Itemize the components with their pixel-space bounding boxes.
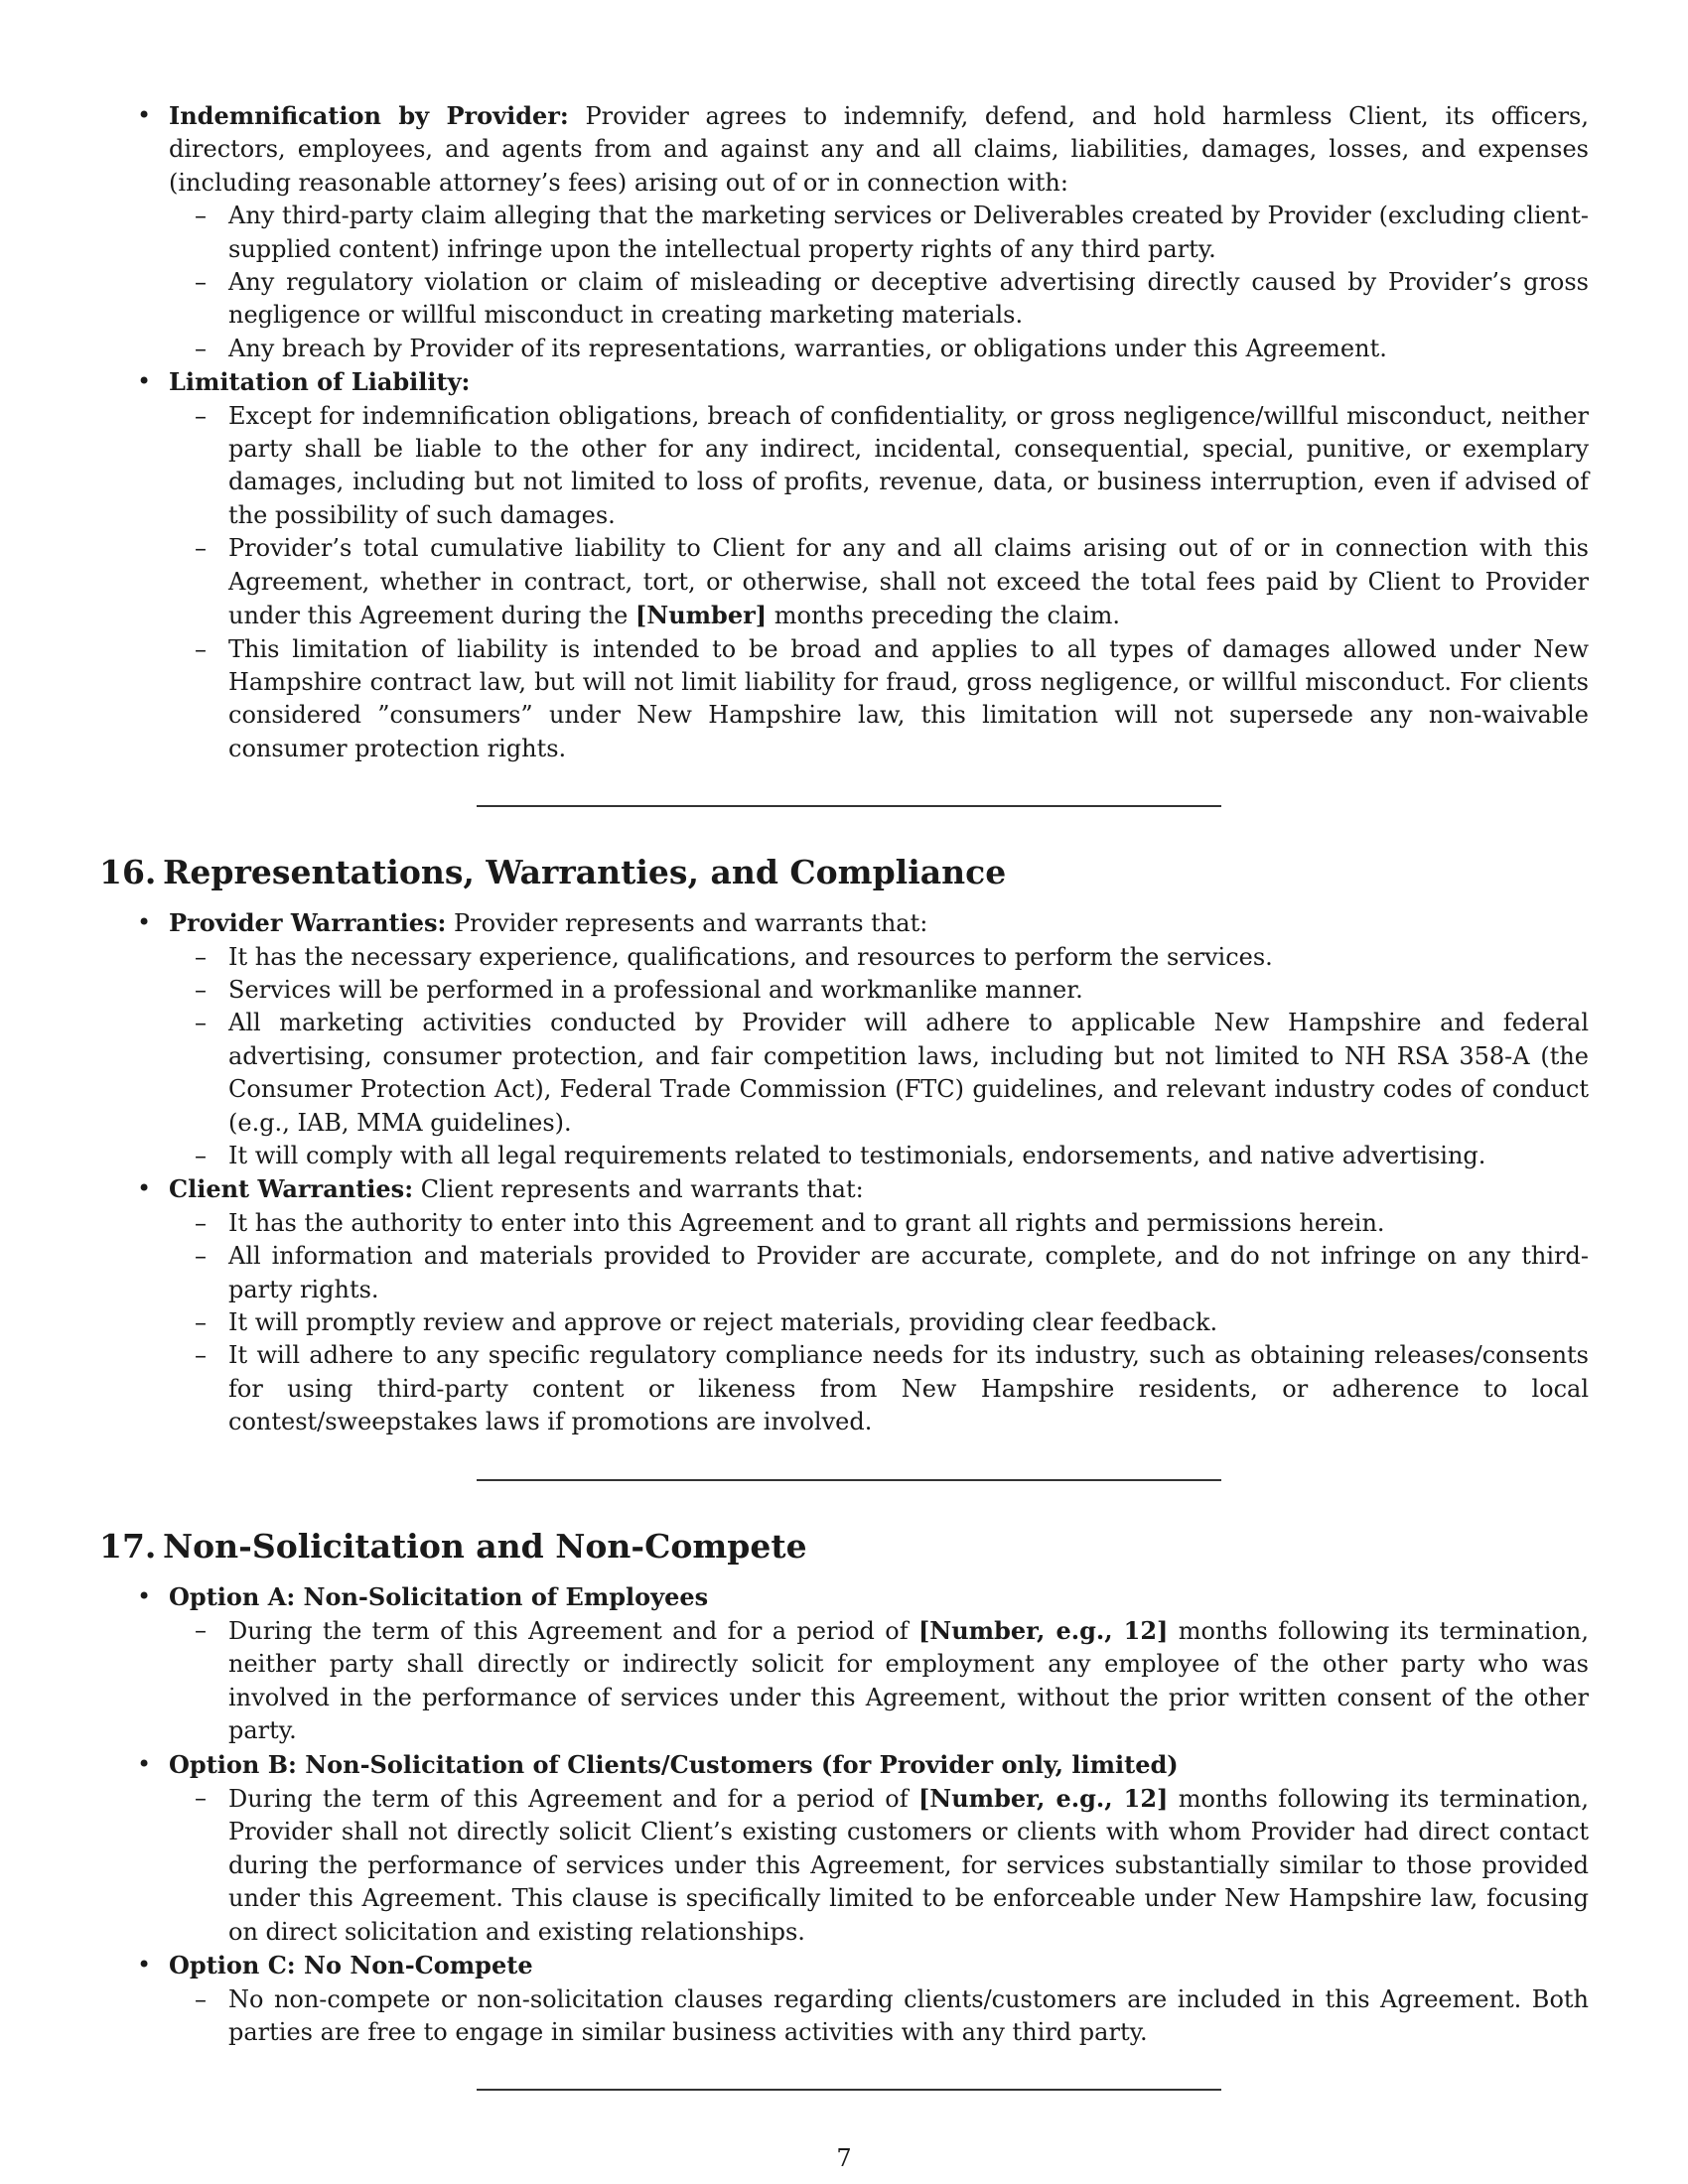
option-a-item xyxy=(99,1580,1589,1748)
client-warranties-text: Client represents and warrants that: xyxy=(420,1175,864,1204)
list-item: – All information and materials provided to Provider are accurate, complete, and do not infringe on any third-party rights. xyxy=(169,1240,1589,1306)
section-17-heading xyxy=(99,1527,1589,1567)
client-warranties-item xyxy=(99,1172,1589,1438)
section-number: 16. xyxy=(99,853,157,892)
option-b-item xyxy=(99,1748,1589,1949)
list-item: – Services will be performed in a professional and workmanlike manner. xyxy=(169,974,1589,1007)
list-item: – Any breach by Provider of its representations, warranties, or obligations under this Agreement. xyxy=(169,333,1589,365)
provider-warranties-item xyxy=(99,906,1589,1172)
option-a-label: Option A: Non-Solicitation of Employees xyxy=(169,1581,709,1611)
section-divider xyxy=(477,2089,1221,2091)
option-a-sublist xyxy=(169,1614,1589,1748)
provider-warranties-label: Provider Warranties: xyxy=(169,908,447,938)
section-number: 17. xyxy=(99,1526,157,1566)
list-item: – It has the authority to enter into this Agreement and to grant all rights and permissions herein. xyxy=(169,1207,1589,1240)
option-b-sublist xyxy=(169,1782,1589,1949)
option-text-post: months following its termination, neither party shall directly or indirectly solicit for employment any employee of the other party who was involved in the performance of services under this Agreement, without the prior written consent of the other party. xyxy=(228,1617,1590,1745)
page-number: 7 xyxy=(836,2144,852,2172)
list-item: – Any regulatory violation or claim of misleading or deceptive advertising directly caused by Provider’s gross negligence or willful misconduct in creating marketing materials. xyxy=(169,266,1589,333)
limit-text-pre: Provider’s total cumulative liability to Client for any and all claims arising out of or in connection with this Agreement, whether in contract, tort, or otherwise, shall not exceed the total fees paid by Client to Provider under this Agreement during the xyxy=(228,534,1589,630)
section-15-list xyxy=(99,99,1589,765)
section-title: Non-Solicitation and Non-Compete xyxy=(163,1526,807,1566)
list-item: – It will comply with all legal requirements related to testimonials, endorsements, and native advertising. xyxy=(169,1140,1589,1172)
option-text-pre: During the term of this Agreement and for a period of xyxy=(228,1785,918,1814)
number-placeholder: [Number] xyxy=(634,601,768,630)
option-text-post: months following its termination, Provider shall not directly solicit Client’s existing customers or clients with whom Provider had direct contact during the performance of services under this Agreement, for services substantially similar to those provided under this Agreement. This clause is specifically limited to be enforceable under New Hampshire law, focusing on direct solicitation and existing relationships. xyxy=(228,1785,1590,1946)
number-placeholder: [Number, e.g., 12] xyxy=(917,1784,1169,1814)
option-b-label: Option B: Non-Solicitation of Clients/Customers (for Provider only, limited) xyxy=(169,1749,1179,1779)
list-item: – All marketing activities conducted by Provider will adhere to applicable New Hampshire and federal advertising, consumer protection, and fair competition laws, including but not limited to NH RSA 358-A (the Consumer Protection Act), Federal Trade Commission (FTC) guidelines, and relevant industry codes of conduct (e.g., IAB, MMA guidelines). xyxy=(169,1007,1589,1140)
list-item: – No non-compete or non-solicitation clauses regarding clients/customers are included in this Agreement. Both parties are free to engage in similar business activities with any third party. xyxy=(169,1983,1589,2050)
limit-text-post: months preceding the claim. xyxy=(767,602,1121,630)
list-item: – It has the necessary experience, qualifications, and resources to perform the services. xyxy=(169,941,1589,974)
list-item xyxy=(169,1782,1589,1949)
option-c-label: Option C: No Non-Compete xyxy=(169,1951,533,1980)
limitation-label: Limitation of Liability: xyxy=(169,367,471,397)
number-placeholder: [Number, e.g., 12] xyxy=(917,1616,1169,1646)
section-16-heading xyxy=(99,853,1589,892)
list-item: – It will promptly review and approve or reject materials, providing clear feedback. xyxy=(169,1306,1589,1339)
client-warranties-label: Client Warranties: xyxy=(169,1174,414,1204)
indemnification-sublist xyxy=(169,200,1589,365)
list-item: – Any third-party claim alleging that the marketing services or Deliverables created by Provider (excluding client-supplied content) infringe upon the intellectual property rights of any third party. xyxy=(169,200,1589,266)
list-item: – Except for indemnification obligations, breach of confidentiality, or gross negligence/willful misconduct, neither party shall be liable to the other for any indirect, incidental, consequential, special, punitive, or exemplary damages, including but not limited to loss of profits, revenue, data, or business interruption, even if advised of the possibility of such damages. xyxy=(169,400,1589,533)
indemnification-text: Provider agrees to indemnify, defend, and hold harmless Client, its officers, directors, employees, and agents from and against any and all claims, liabilities, damages, losses, and expenses (including reasonable attorney’s fees) arising out of or in connection with: xyxy=(169,102,1590,197)
client-warranties-sublist xyxy=(169,1207,1589,1439)
page-content xyxy=(99,99,1589,2091)
list-item xyxy=(169,532,1589,632)
section-17-list xyxy=(99,1580,1589,2050)
option-c-item xyxy=(99,1949,1589,2049)
list-item: – This limitation of liability is intended to be broad and applies to all types of damages allowed under New Hampshire contract law, but will not limit liability for fraud, gross negligence, or willful misconduct. For clients considered ”consumers” under New Hampshire law, this limitation will not supersede any non-waivable consumer protection rights. xyxy=(169,633,1589,766)
option-text-pre: During the term of this Agreement and for a period of xyxy=(228,1617,918,1646)
provider-warranties-text: Provider represents and warrants that: xyxy=(454,909,928,938)
indemnification-label: Indemnification by Provider: xyxy=(169,101,569,130)
section-16-list xyxy=(99,906,1589,1439)
list-item xyxy=(169,1614,1589,1748)
limitation-item xyxy=(99,365,1589,765)
option-c-sublist xyxy=(169,1983,1589,2050)
indemnification-item xyxy=(99,99,1589,365)
section-title: Representations, Warranties, and Compliance xyxy=(163,853,1007,892)
limitation-sublist xyxy=(169,400,1589,765)
list-item: – It will adhere to any specific regulatory compliance needs for its industry, such as obtaining releases/consents for using third-party content or likeness from New Hampshire residents, or adherence to local contest/sweepstakes laws if promotions are involved. xyxy=(169,1339,1589,1438)
provider-warranties-sublist xyxy=(169,941,1589,1173)
